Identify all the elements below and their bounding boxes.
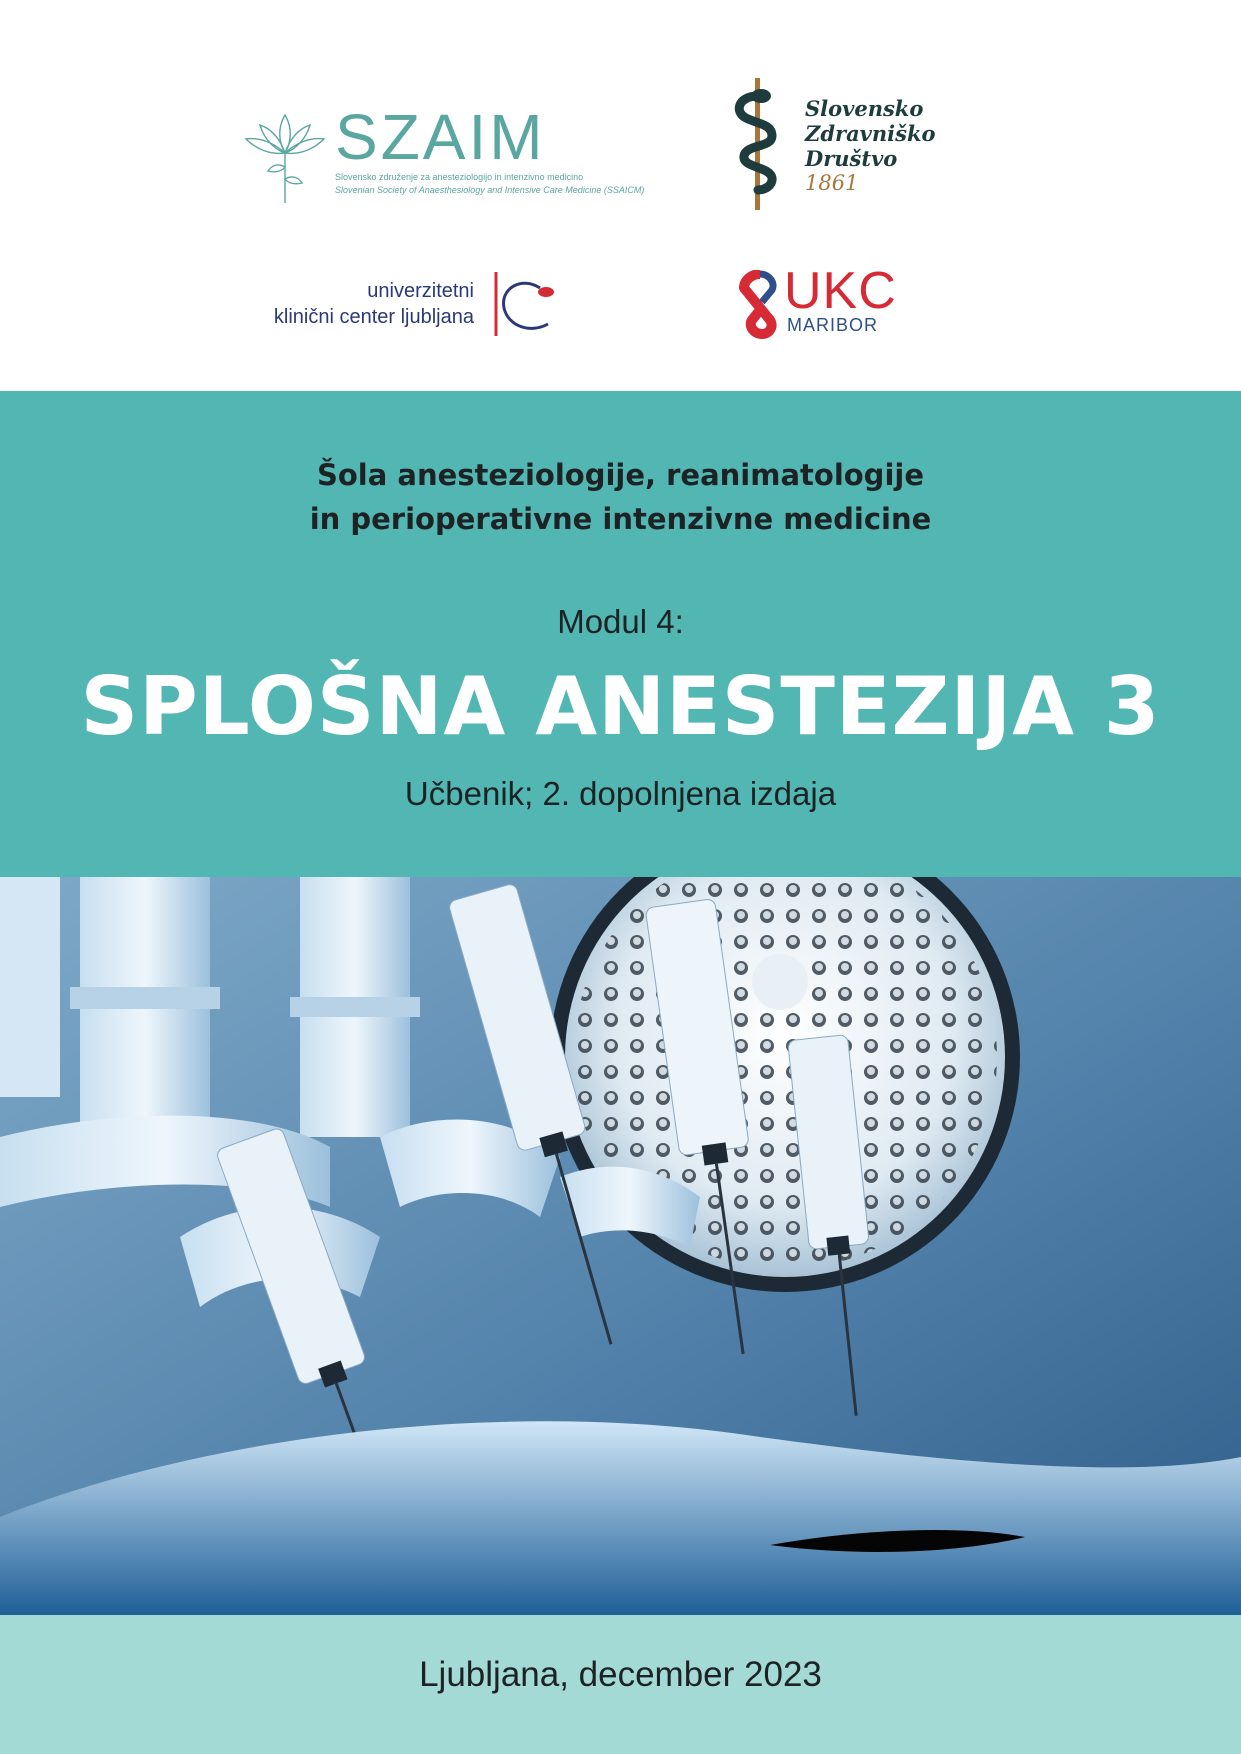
lotus-icon	[240, 105, 330, 205]
school-line1: Šola anesteziologije, reanimatologije	[317, 458, 924, 492]
logo-area	[0, 0, 1241, 391]
szaim-logo	[240, 100, 670, 210]
szd-line2: Zdravniško	[805, 121, 936, 146]
ukc-maribor-logo	[730, 262, 920, 340]
cover-photo	[0, 877, 1241, 1615]
school-name	[0, 453, 1241, 541]
place-date: Ljubljana, december 2023	[419, 1655, 822, 1694]
staff-of-asclepius-icon	[728, 78, 788, 210]
ukclj-line1: univerzitetni	[367, 280, 474, 302]
szaim-subtitle-en: Slovenian Society of Anaesthesiology and Intensive Care Medicine (SSAICM)	[335, 185, 645, 195]
ukclj-mark-icon	[482, 270, 562, 340]
book-subtitle: Učbenik; 2. dopolnjena izdaja	[404, 775, 837, 812]
szd-name	[805, 96, 936, 196]
szd-line3: Društvo	[805, 146, 898, 171]
school-line2: in perioperativne intenzivne medicine	[309, 502, 932, 536]
szaim-name: SZAIM	[335, 101, 546, 173]
ukc-maribor-ukc: UKC	[784, 262, 897, 320]
ukc-maribor-name: MARIBOR	[787, 315, 879, 335]
surgical-robot-illustration	[0, 877, 1241, 1615]
ukc-maribor-mark-icon	[730, 270, 790, 340]
title-band	[0, 391, 1241, 877]
szd-year: 1861	[805, 171, 859, 195]
szaim-subtitle-sl: Slovensko združenje za anesteziologijo in intenzivno medicino	[335, 172, 584, 182]
szd-logo	[722, 78, 952, 210]
book-title: SPLOŠNA ANESTEZIJA 3	[80, 660, 1161, 753]
modul-label: Modul 4:	[557, 603, 684, 640]
footer-band	[0, 1615, 1241, 1754]
ukclj-line2: klinični center ljubljana	[273, 306, 474, 328]
szd-line1: Slovensko	[805, 96, 924, 121]
ukc-ljubljana-logo	[273, 270, 582, 340]
